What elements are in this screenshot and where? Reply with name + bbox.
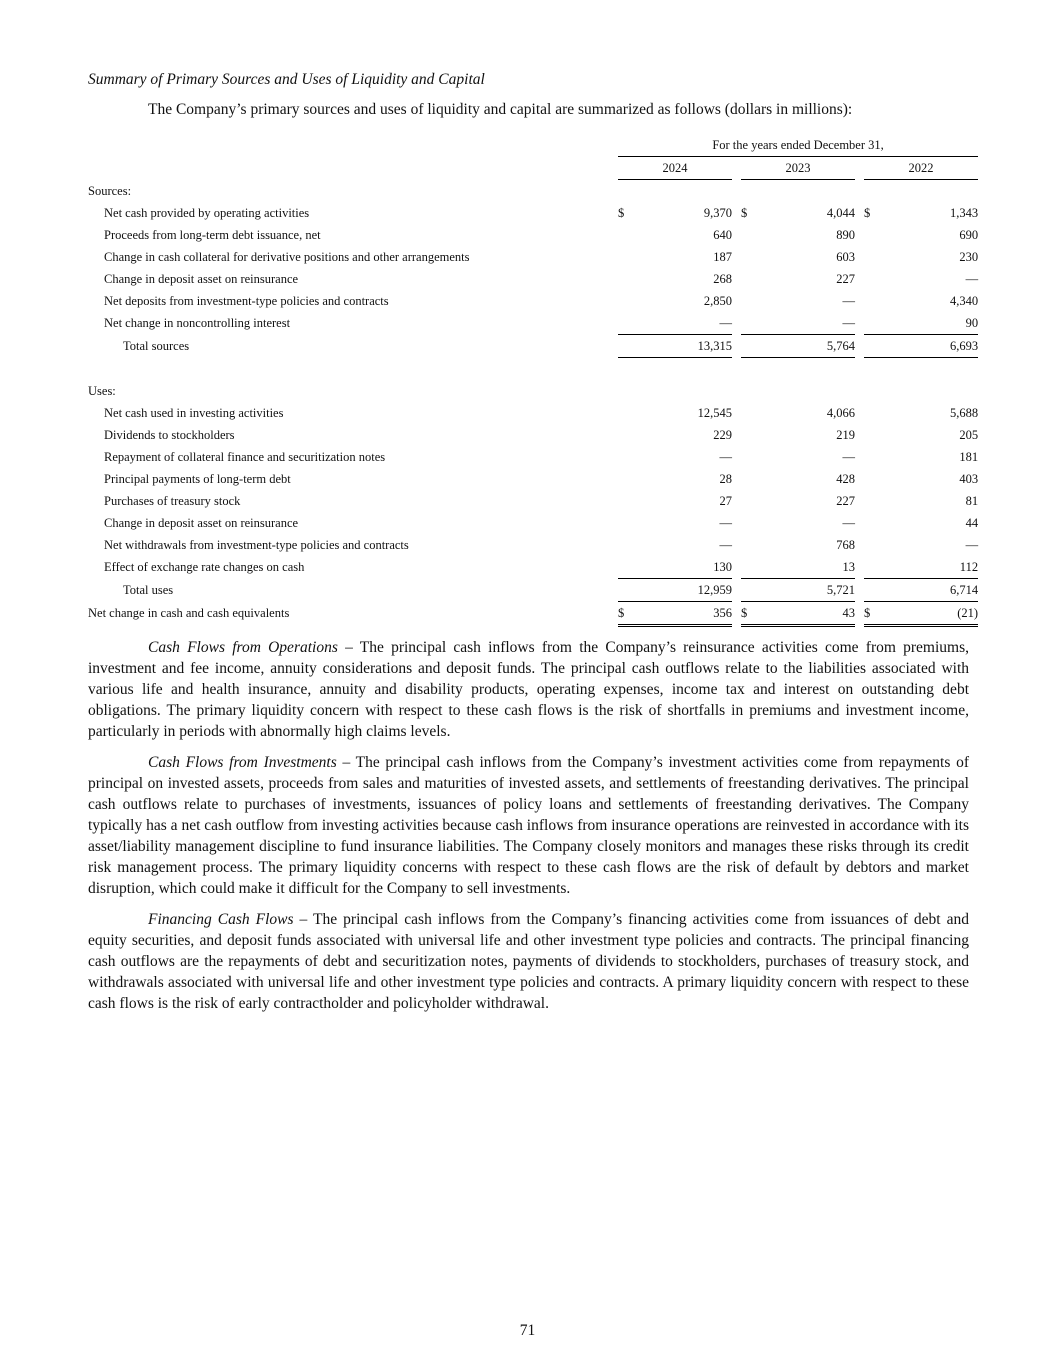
value-cell: 230 — [959, 250, 979, 264]
dollar-sign — [741, 312, 755, 335]
dollar-sign — [618, 468, 632, 490]
body-paragraph — [88, 909, 969, 1014]
year-header: 2024 — [618, 157, 732, 180]
value-cell: 428 — [836, 471, 855, 486]
value-cell: — — [719, 515, 732, 530]
dollar-sign — [741, 246, 755, 268]
body-paragraph — [88, 637, 969, 742]
dollar-sign — [618, 556, 632, 579]
table-row — [88, 446, 978, 468]
paragraph-title: Cash Flows from Operations — [148, 638, 338, 656]
row-label: Effect of exchange rate changes on cash — [104, 559, 305, 574]
paragraph-text: – The principal cash inflows from the Company’s financing activities come from issuances of debt and equity securities, and deposit funds associated with universal life and other investment type policies and contracts. The principal financing cash outflows are the repayments of debt and securitization notes, payments of dividends to stockholders, purchases of treasury stock, and withdrawals associated with universal life and other investment type policies and contracts. A primary liquidity concern with respect to these cash flows is the risk of early contractholder and policyholder withdrawal. — [88, 910, 969, 1012]
value-cell: 768 — [836, 537, 855, 552]
dollar-sign — [618, 246, 632, 268]
value-cell: — — [755, 312, 855, 335]
value-cell: 268 — [713, 272, 732, 286]
dollar-sign — [618, 424, 632, 446]
value-cell: 43 — [755, 601, 855, 625]
dollar-sign — [864, 446, 878, 468]
dollar-sign: $ — [618, 601, 632, 625]
paragraph-text: – The principal cash inflows from the Company’s investment activities come from repayments of principal on invested assets, proceeds from sales and maturities of invested assets, and settlements of freestanding derivatives. The principal cash outflows relate to purchases of investments, issuances of policy loans and settlements of freestanding derivatives. The Company typically has a net cash outflow from investing activities because cash inflows from insurance operations are reinvested in accordance with its asset/liability management discipline to fund insurance liabilities. The Company closely monitors and manages these risks through its credit risk management process. The primary liquidity concerns with respect to these cash flows are the risk of default by debtors and market disruption, which could make it difficult for the Company to sell investments. — [88, 753, 969, 897]
row-label: Net cash used in investing activities — [104, 405, 284, 420]
table-row — [88, 268, 978, 290]
row-label: Principal payments of long-term debt — [104, 471, 291, 486]
dollar-sign: $ — [618, 206, 625, 220]
row-label: Proceeds from long-term debt issuance, net — [104, 228, 321, 242]
value-cell: 187 — [713, 250, 732, 264]
dollar-sign — [864, 534, 878, 556]
value-cell: 9,370 — [703, 206, 732, 220]
value-cell: 6,693 — [878, 335, 978, 358]
table-row — [88, 224, 978, 246]
value-cell: — — [719, 449, 732, 464]
table-row — [88, 402, 978, 424]
dollar-sign: $ — [864, 206, 871, 220]
row-label: Total sources — [123, 339, 190, 353]
spacer-row — [88, 358, 978, 380]
table-row — [88, 246, 978, 268]
table-row — [88, 490, 978, 512]
dollar-sign — [864, 268, 878, 290]
dollar-sign — [741, 335, 755, 358]
value-cell: 356 — [632, 601, 732, 625]
value-cell: 690 — [959, 228, 979, 242]
dollar-sign — [864, 490, 878, 512]
dollar-sign: $ — [864, 601, 878, 625]
row-label: Net deposits from investment-type policies and contracts — [104, 294, 389, 308]
year-header: 2023 — [741, 157, 855, 180]
dollar-sign — [741, 578, 755, 601]
value-cell: — — [965, 537, 979, 552]
liquidity-table — [88, 134, 978, 627]
value-cell: 5,764 — [755, 335, 855, 358]
dollar-sign — [741, 512, 755, 534]
dollar-sign — [864, 424, 878, 446]
value-cell: 28 — [719, 471, 732, 486]
sources-label-row — [88, 180, 978, 203]
period-header: For the years ended December 31, — [618, 134, 978, 157]
section-label: Sources: — [88, 184, 132, 198]
value-cell: 2,850 — [703, 294, 732, 308]
dollar-sign — [741, 534, 755, 556]
dollar-sign — [618, 290, 632, 312]
row-label: Net change in noncontrolling interest — [104, 316, 291, 331]
dollar-sign — [864, 335, 878, 358]
dollar-sign — [864, 512, 878, 534]
table-row — [88, 512, 978, 534]
value-cell: 403 — [959, 471, 979, 486]
dollar-sign — [741, 446, 755, 468]
intro-paragraph: The Company’s primary sources and uses of liquidity and capital are summarized as follows (dollars in millions): — [148, 101, 853, 118]
body-paragraph — [88, 752, 969, 899]
row-label: Change in deposit asset on reinsurance — [104, 272, 299, 286]
dollar-sign — [741, 290, 755, 312]
page-number: 71 — [519, 1322, 536, 1339]
row-label: Dividends to stockholders — [104, 427, 235, 442]
value-cell: 5,721 — [755, 578, 855, 601]
paragraph-title: Financing Cash Flows — [148, 910, 294, 928]
value-cell: — — [719, 537, 732, 552]
net-change-row — [88, 601, 978, 625]
value-cell: 181 — [959, 449, 979, 464]
row-label: Net withdrawals from investment-type policies and contracts — [104, 537, 409, 552]
section-label: Uses: — [88, 383, 116, 398]
value-cell: 229 — [713, 427, 732, 442]
document-page — [88, 70, 979, 1024]
total-uses-row — [88, 578, 978, 601]
value-cell: — — [842, 294, 855, 308]
table-row — [88, 424, 978, 446]
value-cell: 44 — [965, 515, 979, 530]
dollar-sign — [618, 402, 632, 424]
value-cell: 4,044 — [826, 206, 855, 220]
dollar-sign — [864, 224, 878, 246]
row-label: Net cash provided by operating activities — [104, 206, 310, 220]
value-cell: — — [965, 272, 979, 286]
table-row — [88, 290, 978, 312]
value-cell: 219 — [836, 427, 855, 442]
dollar-sign — [618, 534, 632, 556]
value-cell: 640 — [713, 228, 732, 242]
section-heading: Summary of Primary Sources and Uses of Liquidity and Capital — [88, 71, 485, 88]
value-cell: 90 — [878, 312, 978, 335]
row-label: Purchases of treasury stock — [104, 493, 241, 508]
value-cell: 130 — [632, 556, 732, 579]
dollar-sign — [618, 268, 632, 290]
dollar-sign — [618, 490, 632, 512]
dollar-sign: $ — [741, 206, 748, 220]
dollar-sign: $ — [741, 601, 755, 625]
value-cell: 112 — [878, 556, 978, 579]
year-header-row — [88, 157, 978, 180]
dollar-sign — [618, 446, 632, 468]
total-sources-row — [88, 335, 978, 358]
table-row — [88, 468, 978, 490]
value-cell: — — [632, 312, 732, 335]
value-cell: 81 — [965, 493, 979, 508]
value-cell: (21) — [878, 601, 978, 625]
year-header: 2022 — [864, 157, 978, 180]
dollar-sign — [864, 578, 878, 601]
row-label: Repayment of collateral finance and securitization notes — [104, 449, 386, 464]
dollar-sign — [864, 290, 878, 312]
value-cell: 6,714 — [878, 578, 978, 601]
row-label: Change in cash collateral for derivative positions and other arrangements — [104, 250, 470, 264]
dollar-sign — [618, 578, 632, 601]
dollar-sign — [741, 402, 755, 424]
dollar-sign — [864, 402, 878, 424]
period-header-row — [88, 134, 978, 157]
value-cell: 4,066 — [826, 405, 855, 420]
uses-label-row — [88, 380, 978, 402]
value-cell: 227 — [836, 493, 855, 508]
value-cell: 1,343 — [949, 206, 979, 220]
dollar-sign — [741, 268, 755, 290]
dollar-sign — [618, 224, 632, 246]
row-label: Change in deposit asset on reinsurance — [104, 515, 299, 530]
value-cell: 603 — [836, 250, 855, 264]
dollar-sign — [864, 468, 878, 490]
dollar-sign — [741, 490, 755, 512]
dollar-sign — [864, 556, 878, 579]
row-label: Net change in cash and cash equivalents — [88, 606, 290, 620]
value-cell: 4,340 — [949, 294, 979, 308]
dollar-sign — [741, 556, 755, 579]
value-cell: 12,959 — [632, 578, 732, 601]
value-cell: 890 — [836, 228, 855, 242]
value-cell: 13 — [755, 556, 855, 579]
table-row — [88, 202, 978, 224]
value-cell: 13,315 — [632, 335, 732, 358]
dollar-sign — [618, 512, 632, 534]
value-cell: 5,688 — [949, 405, 979, 420]
value-cell: 12,545 — [697, 405, 732, 420]
value-cell: — — [842, 449, 855, 464]
table-row — [88, 556, 978, 579]
dollar-sign — [618, 335, 632, 358]
table-row — [88, 312, 978, 335]
paragraph-title: Cash Flows from Investments — [148, 753, 337, 771]
dollar-sign — [741, 424, 755, 446]
dollar-sign — [741, 468, 755, 490]
value-cell: 227 — [836, 272, 855, 286]
value-cell: 27 — [719, 493, 732, 508]
dollar-sign — [864, 312, 878, 335]
paragraph-text: – The principal cash inflows from the Company’s reinsurance activities come from premiums, investment and fee income, annuity considerations and deposit funds. The principal cash outflows relate to the liabilities associated with various life and health insurance, annuity and disability products, operating expenses, income tax and interest on outstanding debt obligations. The primary liquidity concern with respect to these cash flows is the risk of shortfalls in premiums and investment income, particularly in periods with abnormally high claims levels. — [88, 638, 969, 740]
dollar-sign — [864, 246, 878, 268]
value-cell: 205 — [959, 427, 979, 442]
value-cell: — — [842, 515, 855, 530]
dollar-sign — [618, 312, 632, 335]
dollar-sign — [741, 224, 755, 246]
table-row — [88, 534, 978, 556]
row-label: Total uses — [123, 582, 174, 597]
